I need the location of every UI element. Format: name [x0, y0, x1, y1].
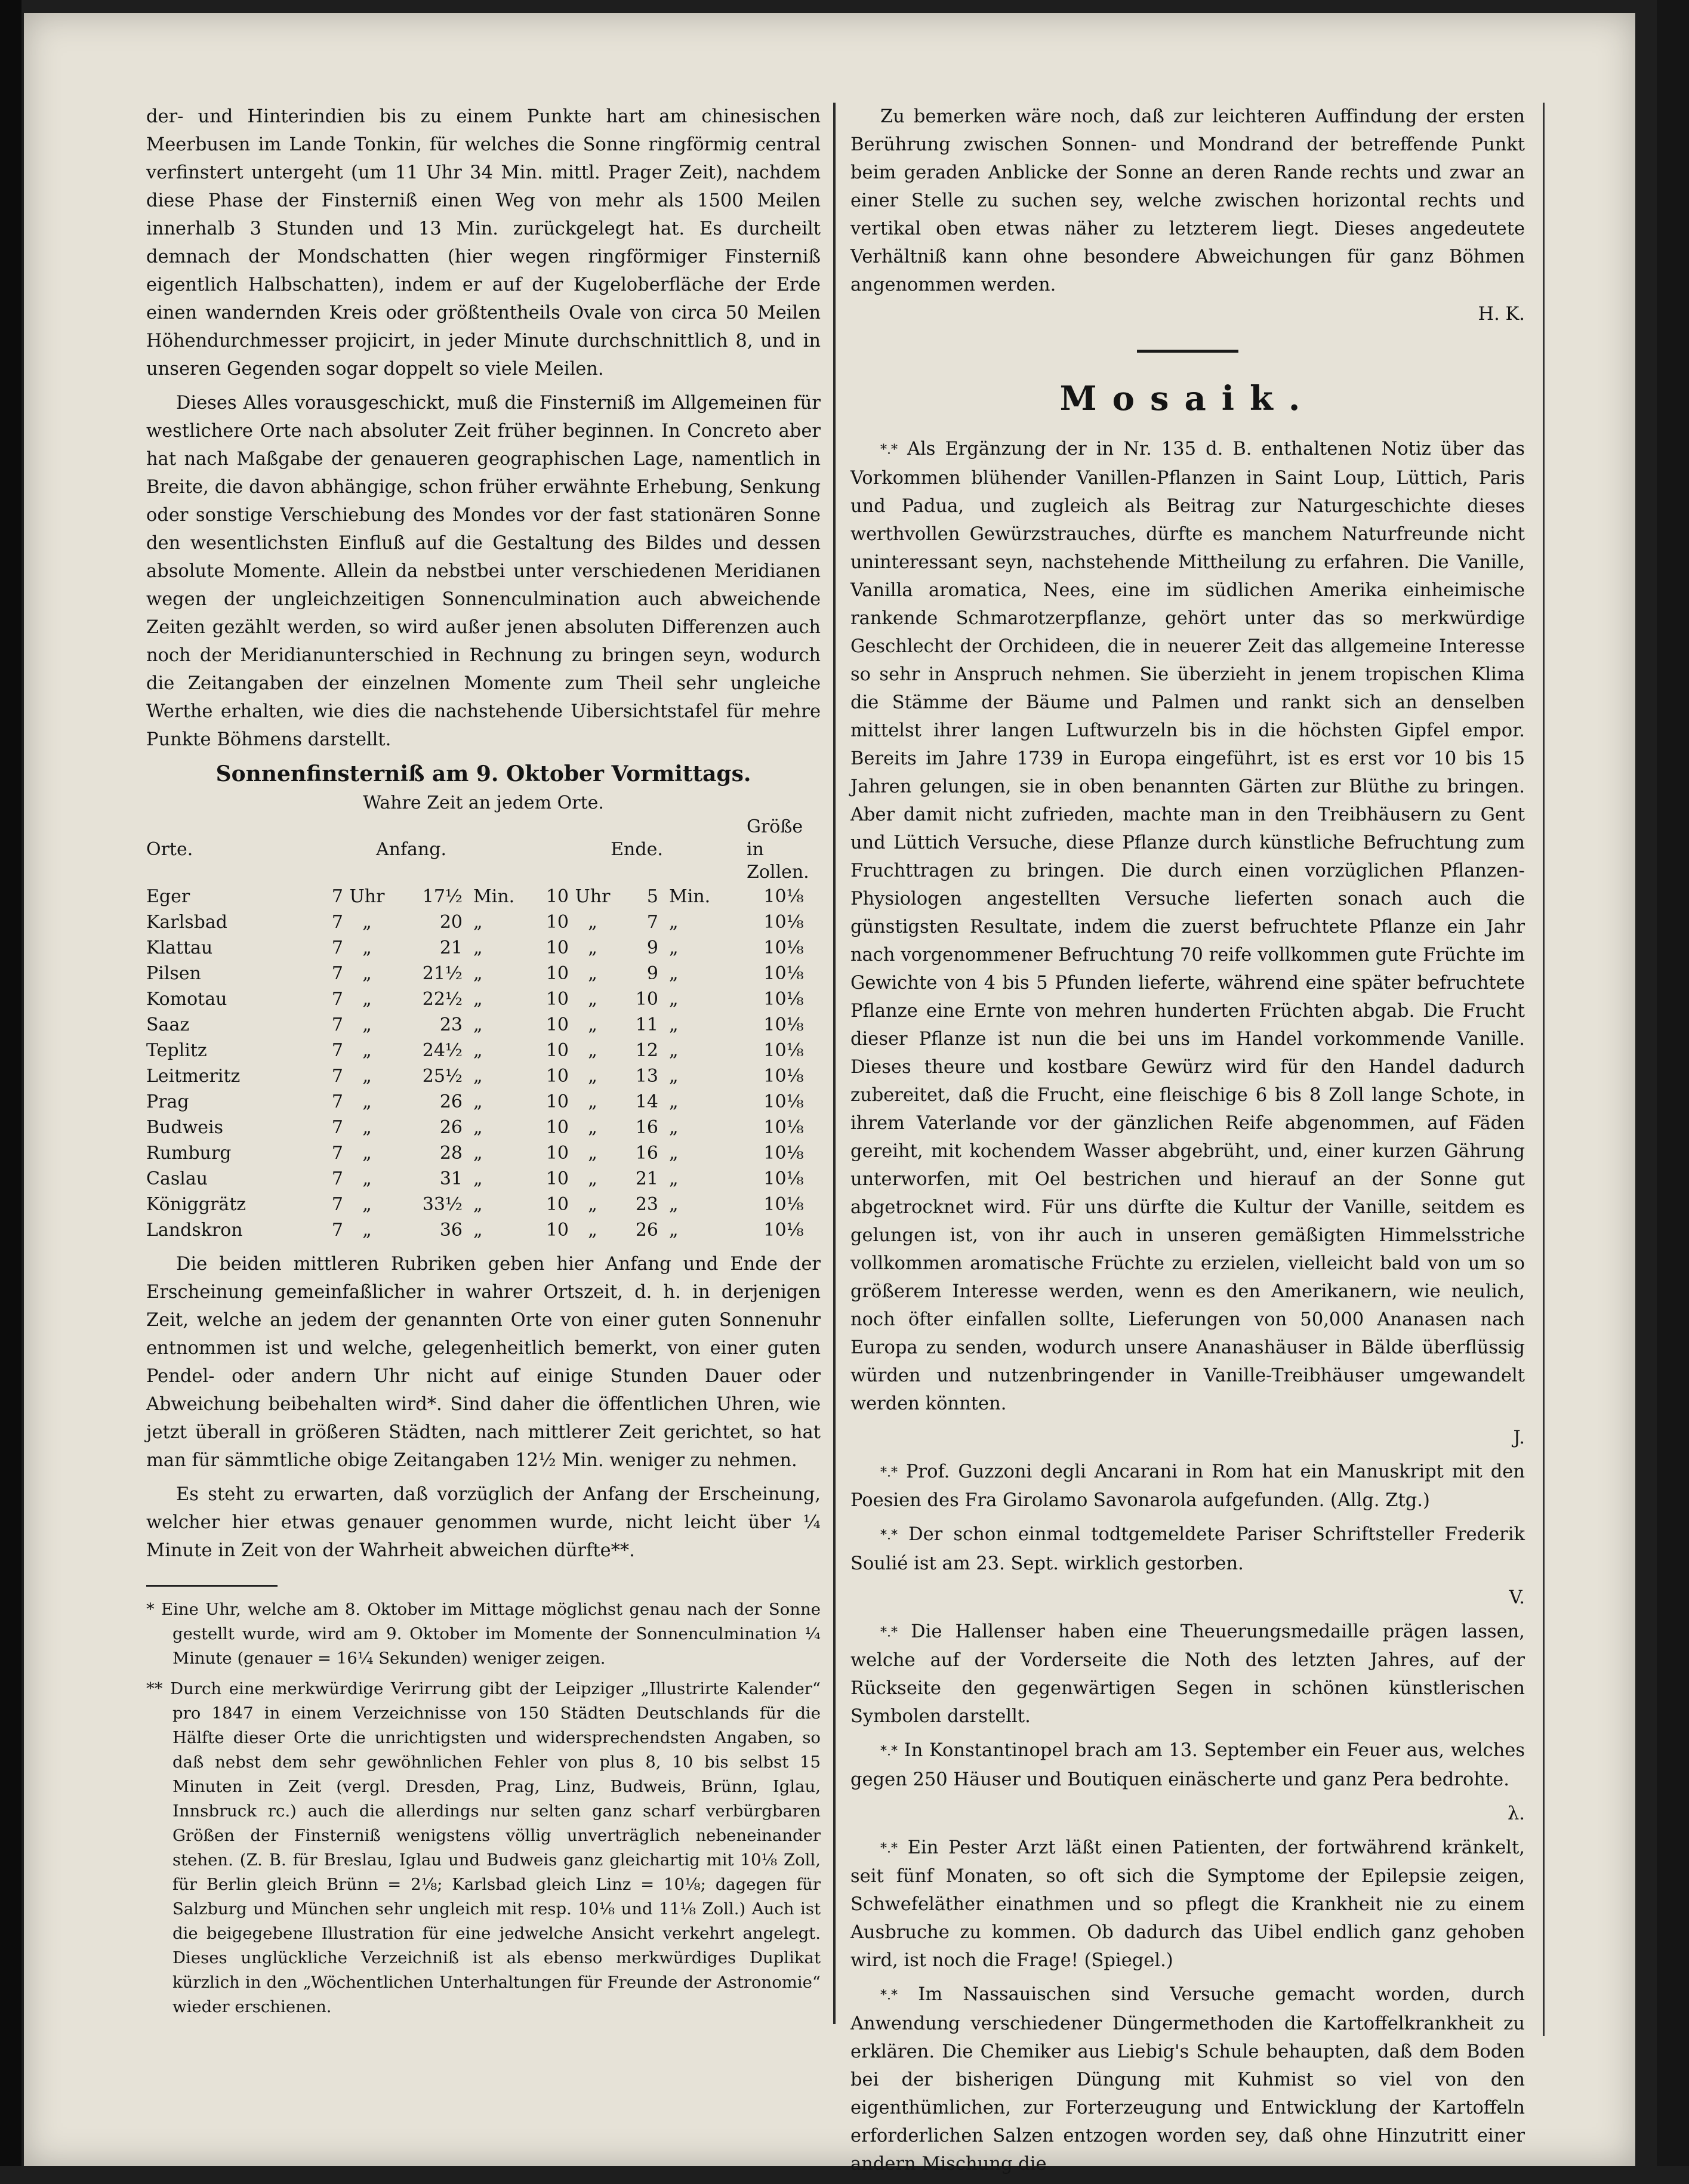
- cell-sm: 23: [439, 1014, 463, 1035]
- mosaik-text: Im Nassauischen sind Versuche gemacht worden, durch Anwendung verschiedener Düngermethoden die Kartoffelkrankheit zu erklären. Die Chemiker aus Liebig's Schule behaupten, daß dem Boden bei der bisherigen Düngung mit Kuhmist so viel von den eigenthümlichen, zur Forterzeugung und Entwicklung der Kartoffeln erforderlichen Salzen entzogen worden sey, daß ohne Hinzutritt einer andern Mischung die: [850, 1984, 1525, 2174]
- cell-place: Budweis: [146, 1117, 223, 1138]
- asterism-icon: *.*: [880, 1528, 898, 1543]
- table-subtitle: Wahre Zeit an jedem Orte.: [363, 792, 604, 813]
- mosaik-item-potato: [850, 1981, 1525, 2178]
- scan-border-left: [0, 0, 21, 2166]
- cell-sm: 36: [439, 1220, 463, 1241]
- cell-emn: „: [669, 1143, 679, 1164]
- cell-emn: „: [669, 937, 679, 958]
- cell-sh: 7: [331, 1117, 343, 1138]
- column-divider: [833, 103, 836, 2024]
- cell-su: „: [362, 1014, 372, 1035]
- header-end: Ende.: [611, 839, 663, 860]
- table-row: [146, 1089, 821, 1115]
- cell-size: 10⅛: [763, 1014, 804, 1035]
- cell-sm: 22½: [422, 989, 463, 1010]
- table-row: [146, 1140, 821, 1166]
- cell-sm: 26: [439, 1091, 463, 1112]
- cell-eh: 10: [545, 1040, 569, 1061]
- scan-border-right: [1657, 0, 1689, 2166]
- header-size: Größe in Zollen.: [747, 816, 809, 883]
- cell-emn: „: [669, 1040, 679, 1061]
- cell-su: Uhr: [349, 886, 385, 907]
- cell-em: 26: [635, 1220, 658, 1241]
- cell-sh: 7: [331, 1040, 343, 1061]
- cell-sm: 20: [439, 912, 463, 933]
- cell-su: „: [362, 1220, 372, 1241]
- table-title: Sonnenfinsterniß am 9. Oktober Vormittags.: [215, 761, 751, 786]
- cell-size: 10⅛: [763, 1040, 804, 1061]
- paragraph-eclipse-path: der- und Hinterindien bis zu einem Punkte hart am chinesischen Meerbusen im Lande Tonkin, für welches die Sonne ringförmig central verfinstert untergeht (um 11 Uhr 34 Min. mittl. Prager Zeit), nachdem diese Phase der Finsterniß einen Weg von mehr als 1500 Meilen innerhalb 3 Stunden und 13 Min. zurückgelegt hat. Es durcheilt demnach der Mondschatten (hier wegen ringförmiger Finsterniß eigentlich Halbschatten), indem er auf der Kugeloberfläche der Erde einen wandernden Kreis oder größtentheils Ovale von circa 50 Meilen Höhendurchmesser projicirt, in jeder Minute durchschnittlich 8, und in unseren Gegenden sogar doppelt so viele Meilen.: [146, 106, 821, 380]
- cell-su: „: [362, 963, 372, 984]
- paragraph-first-contact: Zu bemerken wäre noch, daß zur leichteren Auffindung der ersten Berührung zwischen Sonnen- und Mondrand der betreffende Punkt beim geraden Anblicke der Sonne an deren Rande rechts und zwar an einer Stelle zu suchen sey, welche zwischen horizontal rechts und vertikal oben etwas näher zu letzterem liegt. Dieses angedeutete Verhältniß kann ohne besondere Abweichungen für ganz Böhmen angenommen werden.: [850, 106, 1525, 295]
- cell-place: Eger: [146, 886, 190, 907]
- cell-em: 23: [635, 1194, 658, 1215]
- cell-em: 16: [635, 1143, 658, 1164]
- cell-place: Königgrätz: [146, 1194, 246, 1215]
- cell-sh: 7: [331, 886, 343, 907]
- cell-smn: „: [473, 963, 483, 984]
- cell-size: 10⅛: [763, 1220, 804, 1241]
- table-row: [146, 1115, 821, 1140]
- cell-em: 10: [635, 989, 658, 1010]
- cell-size: 10⅛: [763, 1168, 804, 1189]
- mosaik-item-savonarola: [850, 1458, 1525, 1515]
- cell-su: „: [362, 1117, 372, 1138]
- mosaik-item-medal: [850, 1618, 1525, 1731]
- cell-size: 10⅛: [763, 912, 804, 933]
- cell-smn: „: [473, 1091, 483, 1112]
- cell-sh: 7: [331, 1168, 343, 1189]
- paragraph-local-time: Die beiden mittleren Rubriken geben hier Anfang und Ende der Erscheinung gemeinfaßlicher in wahrer Ortszeit, d. h. in derjenigen Zeit, welche an jedem der genannten Orte von einer guten Sonnenuhr entnommen ist und welche, gelegenheitlich bemerkt, von einer guten Pendel- oder andern Uhr nicht auf einige Stunden Dauer oder Abweichung beibehalten wird*. Sind daher die öffentlichen Uhren, wie jetzt überall in größeren Städten, nach mittlerer Zeit gerichtet, so hat man für sämmtliche obige Zeitangaben 12½ Min. weniger zu nehmen.: [146, 1254, 821, 1471]
- cell-smn: „: [473, 1220, 483, 1241]
- cell-place: Komotau: [146, 989, 227, 1010]
- footnote-1: * Eine Uhr, welche am 8. Oktober im Mittage möglichst genau nach der Sonne gestellt wurde, wird am 9. Oktober im Momente der Sonnenculmination ¼ Minute (genauer = 16¼ Sekunden) weniger zeigen.: [146, 1600, 821, 1668]
- mosaik-item-vanilla: [850, 435, 1525, 1418]
- cell-place: Caslau: [146, 1168, 208, 1189]
- mosaik-text: Prof. Guzzoni degli Ancarani in Rom hat ein Manuskript mit den Poesien des Fra Girolamo Savonarola aufgefunden. (Allg. Ztg.): [850, 1461, 1525, 1511]
- newspaper-page: [24, 13, 1635, 2174]
- cell-sh: 7: [331, 937, 343, 958]
- cell-eh: 10: [545, 1066, 569, 1087]
- cell-em: 9: [646, 937, 658, 958]
- mosaik-item-fire: [850, 1736, 1525, 1794]
- cell-smn: „: [473, 1194, 483, 1215]
- cell-su: „: [362, 912, 372, 933]
- cell-emn: „: [669, 1117, 679, 1138]
- cell-smn: „: [473, 937, 483, 958]
- cell-place: Rumburg: [146, 1143, 232, 1164]
- cell-sm: 31: [439, 1168, 463, 1189]
- mosaik-item-ether: [850, 1834, 1525, 1975]
- cell-place: Prag: [146, 1091, 189, 1112]
- cell-sm: 24½: [422, 1040, 463, 1061]
- cell-sm: 21½: [422, 963, 463, 984]
- cell-su: „: [362, 1066, 372, 1087]
- cell-place: Landskron: [146, 1220, 243, 1241]
- cell-em: 16: [635, 1117, 658, 1138]
- cell-place: Pilsen: [146, 963, 201, 984]
- cell-sh: 7: [331, 963, 343, 984]
- asterism-icon: *.*: [880, 442, 898, 458]
- cell-sm: 26: [439, 1117, 463, 1138]
- cell-sm: 28: [439, 1143, 463, 1164]
- cell-smn: „: [473, 1168, 483, 1189]
- cell-smn: „: [473, 1040, 483, 1061]
- cell-sh: 7: [331, 1194, 343, 1215]
- asterism-icon: *.*: [880, 1625, 898, 1640]
- cell-su: „: [362, 1194, 372, 1215]
- cell-em: 11: [635, 1014, 658, 1035]
- cell-su: „: [362, 1091, 372, 1112]
- table-header-row: [146, 816, 821, 884]
- cell-su: „: [362, 989, 372, 1010]
- cell-size: 10⅛: [763, 963, 804, 984]
- cell-em: 12: [635, 1040, 658, 1061]
- cell-smn: „: [473, 1143, 483, 1164]
- cell-em: 13: [635, 1066, 658, 1087]
- header-start: Anfang.: [375, 839, 447, 860]
- eclipse-table: [146, 816, 821, 1243]
- paragraph-eclipse-timing: Dieses Alles vorausgeschickt, muß die Finsterniß im Allgemeinen für westlichere Orte nach absoluter Zeit früher beginnen. In Concreto aber hat nach Maßgabe der genaueren geographischen Lage, namentlich in Breite, die davon abhängige, schon früher erwähnte Erhebung, Senkung oder sonstige Verschiebung des Mondes vor der fast stationären Sonne den wesentlichsten Einfluß auf die Gestaltung des Bildes und dessen absolute Momente. Allein da nebstbei unter verschiedenen Meridianen wegen der ungleichzeitigen Sonnenculmination auch abweichende Zeiten gezählt werden, so wird außer jenen absoluten Differenzen auch noch der Meridianunterschied in Rechnung zu bringen seyn, wodurch die Zeitangaben der einzelnen Momente zum Theil sehr ungleiche Werthe erhalten, wie dies die nachstehende Uibersichtstafel für mehre Punkte Böhmens darstellt.: [146, 393, 821, 750]
- header-place: Orte.: [146, 839, 193, 860]
- cell-emn: „: [669, 912, 679, 933]
- cell-su: „: [362, 937, 372, 958]
- cell-eu: Uhr: [575, 886, 611, 907]
- table-row: [146, 1012, 821, 1038]
- cell-emn: „: [669, 1066, 679, 1087]
- table-row: [146, 1217, 821, 1243]
- signature-hk: H. K.: [1478, 304, 1525, 325]
- cell-eu: „: [588, 989, 597, 1010]
- cell-sh: 7: [331, 1091, 343, 1112]
- cell-eu: „: [588, 1091, 597, 1112]
- asterism-icon: *.*: [880, 1988, 898, 2003]
- cell-smn: „: [473, 1014, 483, 1035]
- cell-eu: „: [588, 963, 597, 984]
- table-row: [146, 1166, 821, 1192]
- cell-eh: 10: [545, 886, 569, 907]
- cell-smn: „: [473, 1117, 483, 1138]
- cell-sh: 7: [331, 1014, 343, 1035]
- cell-eh: 10: [545, 1091, 569, 1112]
- cell-size: 10⅛: [763, 1066, 804, 1087]
- cell-eh: 10: [545, 1220, 569, 1241]
- cell-eu: „: [588, 1168, 597, 1189]
- cell-size: 10⅛: [763, 1143, 804, 1164]
- cell-sm: 33½: [422, 1194, 463, 1215]
- cell-eu: „: [588, 1117, 597, 1138]
- asterism-icon: *.*: [880, 1465, 898, 1480]
- cell-sh: 7: [331, 989, 343, 1010]
- cell-emn: Min.: [669, 886, 711, 907]
- cell-eu: „: [588, 1194, 597, 1215]
- cell-emn: „: [669, 1168, 679, 1189]
- signature-v: V.: [1509, 1587, 1525, 1608]
- cell-place: Leitmeritz: [146, 1066, 241, 1087]
- table-row: [146, 986, 821, 1012]
- mosaik-text: Die Hallenser haben eine Theuerungsmedaille prägen lassen, welche auf der Vorderseite die Noth des letzten Jahres, auf der Rückseite den gegenwärtigen Segen in schönen künstlerischen Symbolen darstellt.: [850, 1621, 1525, 1727]
- cell-size: 10⅛: [763, 1194, 804, 1215]
- cell-emn: „: [669, 1091, 679, 1112]
- asterism-icon: *.*: [880, 1744, 898, 1759]
- asterism-icon: *.*: [880, 1841, 898, 1856]
- cell-sm: 25½: [422, 1066, 463, 1087]
- cell-smn: „: [473, 912, 483, 933]
- cell-su: „: [362, 1168, 372, 1189]
- mosaik-text: In Konstantinopel brach am 13. September ein Feuer aus, welches gegen 250 Häuser und Boutiquen einäscherte und ganz Pera bedrohte.: [850, 1740, 1525, 1790]
- cell-eh: 10: [545, 1143, 569, 1164]
- cell-eh: 10: [545, 1014, 569, 1035]
- cell-eu: „: [588, 1220, 597, 1241]
- cell-em: 21: [635, 1168, 658, 1189]
- table-row: [146, 961, 821, 986]
- cell-size: 10⅛: [763, 937, 804, 958]
- cell-eh: 10: [545, 1117, 569, 1138]
- cell-sh: 7: [331, 1066, 343, 1087]
- cell-size: 10⅛: [763, 1117, 804, 1138]
- cell-eu: „: [588, 1014, 597, 1035]
- cell-sh: 7: [331, 1143, 343, 1164]
- cell-emn: „: [669, 989, 679, 1010]
- cell-sh: 7: [331, 912, 343, 933]
- cell-smn: „: [473, 989, 483, 1010]
- cell-em: 9: [646, 963, 658, 984]
- cell-em: 7: [646, 912, 658, 933]
- table-row: [146, 884, 821, 909]
- cell-emn: „: [669, 1014, 679, 1035]
- footnote-2: ** Durch eine merkwürdige Verirrung gibt der Leipziger „Illustrirte Kalender“ pro 1847 in einem Verzeichnisse von 150 Städten Deutschlands für die Hälfte dieser Orte die unrichtigsten und widersprechendsten Angaben, so daß nebst dem sehr gewöhnlichen Fehler von plus 8, 10 bis selbst 15 Minuten in Zeit (vergl. Dresden, Prag, Linz, Budweis, Brünn, Iglau, Innsbruck rc.) auch die allerdings nur selten ganz scharf verbürgbaren Größen der Finsterniß wenigstens völlig unverträglich nebeneinander stehen. (Z. B. für Breslau, Iglau und Budweis ganz gleichartig mit 10⅛ Zoll, für Berlin gleich Brünn = 2⅛; Karlsbad gleich Linz = 10⅛; dagegen für Salzburg und München sehr ungleich mit resp. 10⅛ und 11⅛ Zoll.) Auch ist die beigegebene Illustration für eine jedwelche Ansicht verkehrt angelegt. Dieses unglückliche Verzeichniß ist als ebenso merkwürdiges Duplikat kürzlich in den „Wöchentlichen Unterhaltungen für Freunde der Astronomie“ wieder erschienen.: [146, 1679, 821, 2016]
- signature-j: J.: [1513, 1427, 1525, 1448]
- cell-sm: 17½: [422, 886, 463, 907]
- cell-smn: Min.: [473, 886, 515, 907]
- cell-su: „: [362, 1040, 372, 1061]
- mosaik-item-soulie: [850, 1520, 1525, 1578]
- table-row: [146, 909, 821, 935]
- cell-place: Saaz: [146, 1014, 190, 1035]
- cell-su: „: [362, 1143, 372, 1164]
- table-row: [146, 1038, 821, 1063]
- cell-place: Teplitz: [146, 1040, 207, 1061]
- cell-place: Karlsbad: [146, 912, 227, 933]
- cell-place: Klattau: [146, 937, 213, 958]
- section-rule: [1137, 350, 1238, 353]
- cell-size: 10⅛: [763, 886, 804, 907]
- cell-sh: 7: [331, 1220, 343, 1241]
- cell-size: 10⅛: [763, 1091, 804, 1112]
- mosaik-text: Ein Pester Arzt läßt einen Patienten, der fortwährend kränkelt, seit fünf Monaten, so oft sich die Symptome der Epilepsie zeigen, Schwefeläther einathmen und so pflegt die Krankheit nie zu einem Ausbruche zu kommen. Ob dadurch das Uibel endlich ganz gehoben wird, ist noch die Frage! (Spiegel.): [850, 1837, 1525, 1971]
- cell-eh: 10: [545, 1194, 569, 1215]
- cell-eh: 10: [545, 1168, 569, 1189]
- cell-eh: 10: [545, 937, 569, 958]
- cell-em: 14: [635, 1091, 658, 1112]
- cell-emn: „: [669, 1220, 679, 1241]
- footnotes: [146, 1597, 821, 2019]
- cell-eh: 10: [545, 912, 569, 933]
- cell-size: 10⅛: [763, 989, 804, 1010]
- table-row: [146, 1063, 821, 1089]
- mosaik-text: Der schon einmal todtgemeldete Pariser Schriftsteller Frederik Soulié ist am 23. Sept. wirklich gestorben.: [850, 1524, 1525, 1574]
- right-margin-rule: [1543, 103, 1545, 2036]
- left-column: [146, 103, 821, 2025]
- cell-eu: „: [588, 937, 597, 958]
- paragraph-accuracy: Es steht zu erwarten, daß vorzüglich der Anfang der Erscheinung, welcher hier etwas genauer genommen wurde, nicht leicht über ¼ Minute in Zeit von der Wahrheit abweichen dürfte**.: [146, 1484, 821, 1561]
- mosaik-text: Als Ergänzung der in Nr. 135 d. B. enthaltenen Notiz über das Vorkommen blühender Vanillen-Pflanzen in Saint Loup, Lüttich, Paris und Padua, und zugleich als Beitrag zur Naturgeschichte dieses werthvollen Gewürzstrauches, dürfte es manchem Naturfreunde nicht uninteressant seyn, nachstehende Mittheilung zu erfahren. Die Vanille, Vanilla aromatica, Nees, eine im südlichen Amerika einheimische rankende Schmarotzerpflanze, gehört unter das so merkwürdige Geschlecht der Orchideen, die in neuerer Zeit das allgemeine Interesse so sehr in Anspruch nehmen. Sie überzieht in jenem tropischen Klima die Stämme der Bäume und Palmen und rankt sich an denselben mittelst ihrer langen Luftwurzeln bis in die höchsten Gipfel empor. Bereits im Jahre 1739 in Europa eingeführt, ist es erst vor 10 bis 15 Jahren gelungen, sie in oben benannten Gärten zur Blüthe zu bringen. Aber damit nicht zufrieden, machte man in den Treibhäusern zu Gent und Lüttich Versuche, diese Pflanze durch künstliche Befruchtung zum Fruchttragen zu bringen. Die durch einen vorzüglichen Pflanzen-Physiologen angestellten Versuche lieferten sonach auch die günstigsten Resultate, indem die zuerst befruchtete Pflanze ein Jahr nach vorgenommener Befruchtung 70 reife vollkommen gute Früchte im Gewichte von 4 bis 5 Pfunden lieferte, während eine später befruchtete Pflanze eine Ernte von mehren hunderten Früchten abgab. Die Frucht dieser Pflanze ist nun die bei uns im Handel vorkommende Vanille. Dieses theure und kostbare Gewürz wird für den Handel dadurch zubereitet, daß die Frucht, eine fleischige 6 bis 8 Zoll lange Schote, in ihrem Vaterlande vor der gänzlichen Reife abgenommen, auf Fäden gereiht, mit kochendem Wasser abgebrüht, und, einer kurzen Gährung unterworfen, mit Oel bestrichen und hierauf an der Sonne gut abgetrocknet wird. Für uns dürfte die Kultur der Vanille, seitdem es gelungen ist, von ihr auch in unseren gemäßigten Himmelsstriche vollkommen aromatische Früchte zu erzielen, vielleicht bald von um so größerem Interesse werden, wenn es den Amerikanern, wie neulich, noch öfter einfallen sollte, Lieferungen von 50,000 Ananasen nach Europa zu senden, wodurch unsere Ananashäuser in Bälde überflüssig würden und nutzenbringender in Vanille-Treibhäuser umgewandelt werden könnten.: [850, 439, 1525, 1414]
- cell-smn: „: [473, 1066, 483, 1087]
- section-heading-mosaik: Mosaik.: [1059, 379, 1316, 418]
- right-column: [850, 103, 1525, 2184]
- cell-eh: 10: [545, 989, 569, 1010]
- table-row: [146, 1192, 821, 1217]
- cell-eu: „: [588, 912, 597, 933]
- cell-eh: 10: [545, 963, 569, 984]
- cell-eu: „: [588, 1040, 597, 1061]
- cell-emn: „: [669, 963, 679, 984]
- cell-eu: „: [588, 1143, 597, 1164]
- cell-eu: „: [588, 1066, 597, 1087]
- cell-em: 5: [646, 886, 658, 907]
- cell-emn: „: [669, 1194, 679, 1215]
- table-row: [146, 935, 821, 961]
- footnote-rule: [146, 1585, 278, 1587]
- signature-lambda: λ.: [1507, 1803, 1525, 1824]
- cell-sm: 21: [439, 937, 463, 958]
